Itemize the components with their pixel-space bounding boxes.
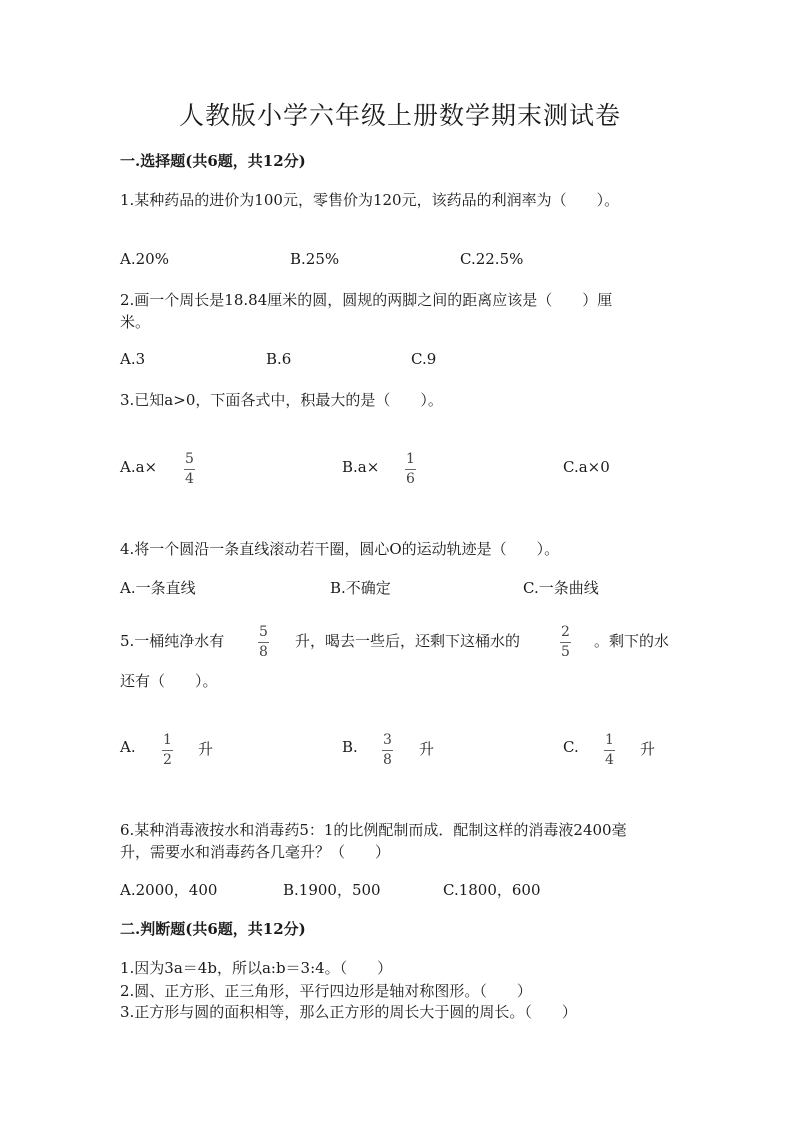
judgment-item-2: 2.圆、正方形、正三角形，平行四边形是轴对称图形。（ ） <box>120 982 532 1000</box>
q6-option-a: A.2000，400 <box>120 881 218 899</box>
q3-option-b-prefix: B.a× <box>342 458 380 476</box>
question-5-part-3: 。剩下的水 <box>594 632 670 650</box>
section-heading-choice: 一.选择题(共6题，共12分) <box>120 152 306 170</box>
q5-option-c-unit: 升 <box>640 740 656 758</box>
question-5-line-2: 还有（ ）。 <box>120 672 218 690</box>
q3-option-a-prefix: A.a× <box>120 458 158 476</box>
q6-option-c: C.1800，600 <box>443 881 541 899</box>
q1-option-c: C.22.5% <box>460 250 524 268</box>
fraction-bar <box>162 750 173 751</box>
q4-option-b: B.不确定 <box>330 579 391 597</box>
fraction-bar <box>258 642 269 643</box>
fraction-denominator: 6 <box>406 471 415 487</box>
q5-option-c-fraction <box>604 733 615 768</box>
question-6-line-1: 6.某种消毒液按水和消毒药5：1的比例配制而成．配制这样的消毒液2400毫 <box>120 821 627 839</box>
q3-option-c: C.a×0 <box>563 458 610 476</box>
fraction-numerator: 5 <box>259 624 268 640</box>
q5-option-c-label: C. <box>563 738 579 756</box>
question-3-text: 3.已知a>0，下面各式中，积最大的是（ ）。 <box>120 391 443 409</box>
fraction-bar <box>604 750 615 751</box>
fraction-bar <box>560 642 571 643</box>
fraction-numerator: 3 <box>383 732 392 748</box>
question-1-text: 1.某种药品的进价为100元，零售价为120元，该药品的利润率为（ ）。 <box>120 191 620 209</box>
q1-option-b: B.25% <box>290 250 340 268</box>
q5-option-a-unit: 升 <box>198 740 214 758</box>
judgment-item-3: 3.正方形与圆的面积相等，那么正方形的周长大于圆的周长。（ ） <box>120 1003 577 1021</box>
question-2-line-1: 2.画一个周长是18.84厘米的圆，圆规的两脚之间的距离应该是（ ）厘 <box>120 291 613 309</box>
q5-option-b-label: B. <box>342 738 358 756</box>
fraction-numerator: 1 <box>163 732 172 748</box>
q5-fraction-1 <box>258 625 269 660</box>
q4-option-c: C.一条曲线 <box>523 579 599 597</box>
page-title: 人教版小学六年级上册数学期末测试卷 <box>178 101 621 130</box>
q2-option-c: C.9 <box>411 350 437 368</box>
q6-option-b: B.1900，500 <box>283 881 381 899</box>
q5-option-a-fraction <box>162 733 173 768</box>
fraction-denominator: 4 <box>185 471 194 487</box>
question-5-part-1: 5.一桶纯净水有 <box>120 632 225 650</box>
question-2-line-2: 米。 <box>120 313 151 331</box>
fraction-bar <box>184 469 195 470</box>
fraction-denominator: 2 <box>163 752 172 768</box>
fraction-bar <box>405 469 416 470</box>
fraction-denominator: 8 <box>383 752 392 768</box>
fraction-denominator: 4 <box>605 752 614 768</box>
q1-option-a: A.20% <box>120 250 169 268</box>
fraction-denominator: 8 <box>259 644 268 660</box>
q3-option-a-fraction <box>184 452 195 487</box>
q3-option-b-fraction <box>405 452 416 487</box>
q5-option-b-fraction <box>382 733 393 768</box>
section-heading-judgment: 二.判断题(共6题，共12分) <box>120 920 306 938</box>
fraction-numerator: 1 <box>605 732 614 748</box>
q5-option-b-unit: 升 <box>419 740 435 758</box>
fraction-bar <box>382 750 393 751</box>
q5-option-a-label: A. <box>120 738 136 756</box>
q5-fraction-2 <box>560 625 571 660</box>
fraction-numerator: 1 <box>406 451 415 467</box>
fraction-numerator: 5 <box>185 451 194 467</box>
fraction-numerator: 2 <box>561 624 570 640</box>
question-4-text: 4.将一个圆沿一条直线滚动若干圈，圆心O的运动轨迹是（ ）。 <box>120 540 560 558</box>
q4-option-a: A.一条直线 <box>120 579 196 597</box>
q2-option-b: B.6 <box>266 350 292 368</box>
question-5-part-2: 升，喝去一些后，还剩下这桶水的 <box>295 632 521 650</box>
q2-option-a: A.3 <box>120 350 146 368</box>
fraction-denominator: 5 <box>561 644 570 660</box>
judgment-item-1: 1.因为3a＝4b，所以a:b＝3:4。（ ） <box>120 959 393 977</box>
question-6-line-2: 升，需要水和消毒药各几毫升？（ ） <box>120 843 391 861</box>
